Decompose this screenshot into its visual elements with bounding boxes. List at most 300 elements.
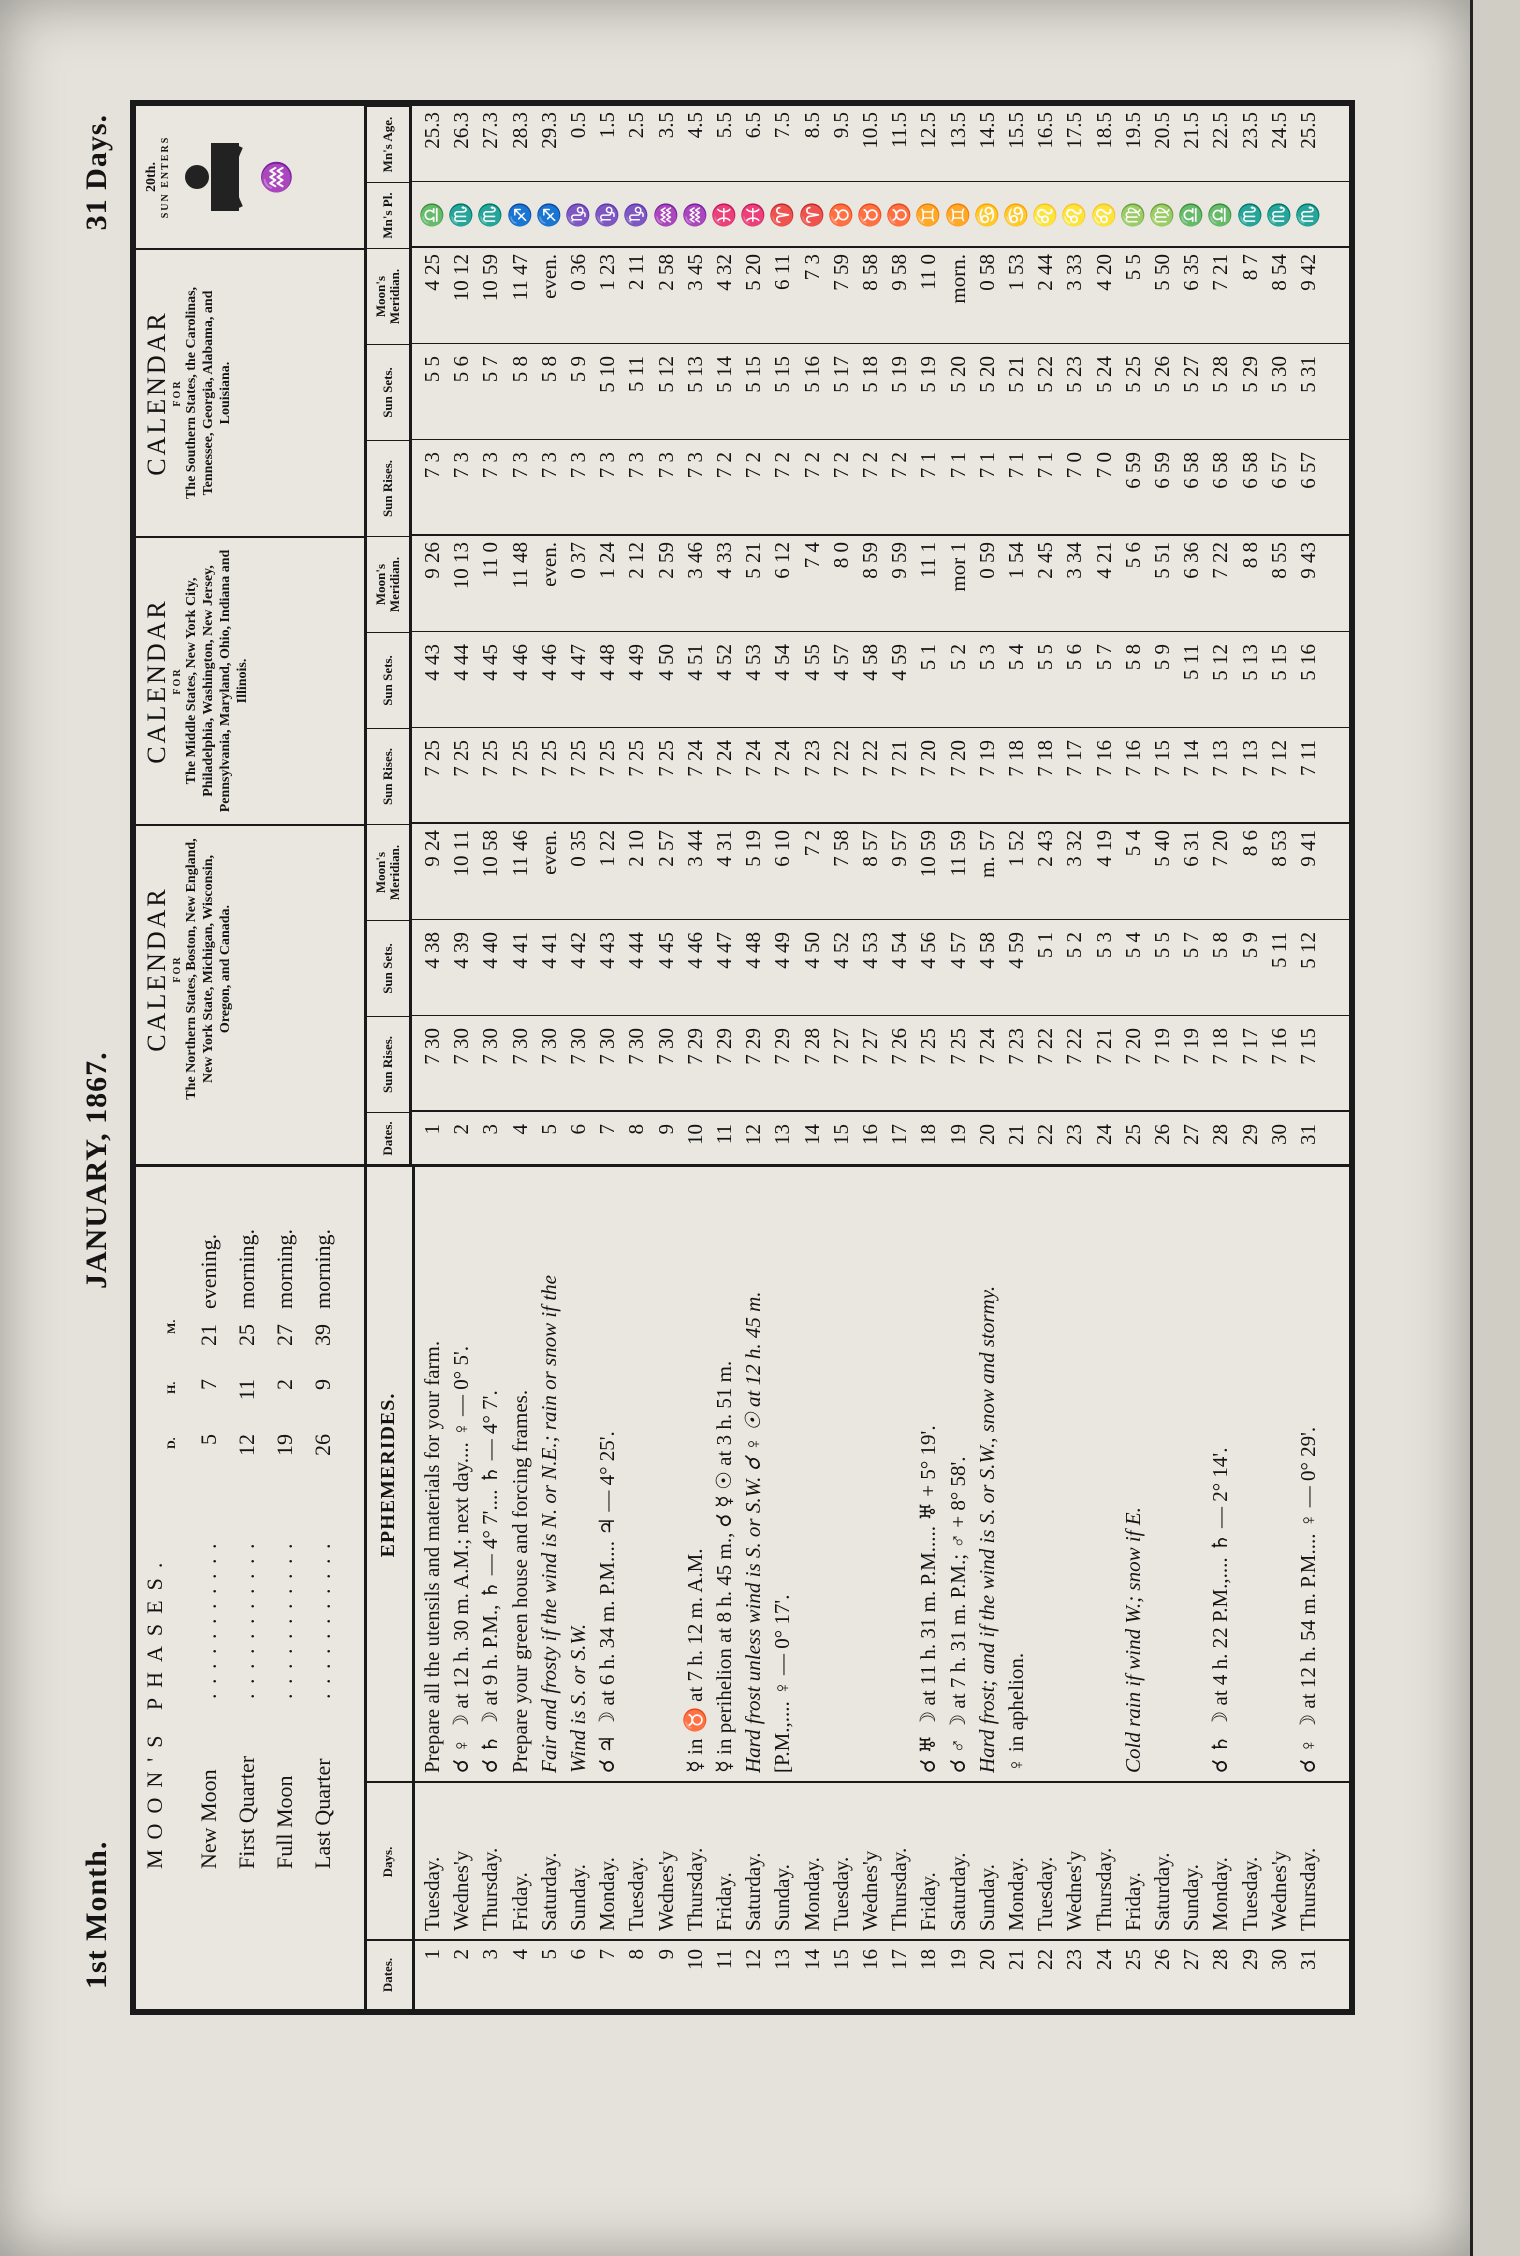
date-cell: 6 xyxy=(566,1124,590,1135)
middle-sun-rises: 7 25 xyxy=(536,740,561,777)
northern-moon-meridian: 3 32 xyxy=(1062,830,1087,867)
southern-sun-sets: 5 5 xyxy=(420,356,444,383)
northern-sun-sets: 4 50 xyxy=(799,932,824,969)
weekday-cell: Sunday. xyxy=(1179,1864,1204,1931)
southern-moon-meridian: 10 59 xyxy=(478,254,503,302)
middle-sun-sets: 5 8 xyxy=(1120,644,1145,671)
middle-sun-rises: 7 22 xyxy=(828,740,853,777)
northern-moon-meridian: 11 59 xyxy=(945,830,970,877)
northern-moon-meridian: 10 59 xyxy=(916,830,941,878)
southern-moon-meridian: 8 7 xyxy=(1237,254,1262,281)
southern-moon-meridian: 1 23 xyxy=(595,254,620,291)
southern-sun-sets: 5 9 xyxy=(566,356,590,383)
northern-moon-meridian: 9 41 xyxy=(1296,830,1320,867)
northern-sun-rises: 7 20 xyxy=(1120,1028,1145,1065)
date-cell: 3 xyxy=(478,1124,503,1135)
aquarius-sign-icon: ♒ xyxy=(262,159,293,195)
southern-moon-meridian: 9 58 xyxy=(887,254,912,291)
date-cell: 22 xyxy=(1033,1949,1058,1970)
date-cell: 24 xyxy=(1091,1124,1116,1145)
southern-sun-rises: 7 3 xyxy=(507,452,532,479)
date-cell: 15 xyxy=(828,1124,853,1145)
middle-moon-meridian: 0 59 xyxy=(974,542,999,579)
southern-moon-meridian: 3 33 xyxy=(1062,254,1087,291)
sun-enters-label: SUN ENTERS xyxy=(160,135,171,219)
ephemeris-cell: ☌ ♅ ☽ at 11 h. 31 m. P.M..... ♅ + 5° 19'. xyxy=(916,1425,941,1773)
phase-day: 5 xyxy=(196,1434,221,1445)
moon-place-cell: ♌ xyxy=(1062,201,1087,229)
middle-moon-meridian: 6 36 xyxy=(1179,542,1204,579)
date-cell: 1 xyxy=(420,1124,444,1135)
middle-sun-rises: 7 24 xyxy=(712,740,736,777)
northern-moon-meridian: 7 20 xyxy=(1208,830,1233,867)
middle-sun-rises: 7 17 xyxy=(1062,740,1087,777)
left-header-row xyxy=(364,1167,415,2009)
date-cell: 13 xyxy=(770,1124,795,1145)
moon-place-cell: ♉ xyxy=(887,201,912,229)
moon-age-cell: 8.5 xyxy=(799,112,824,139)
middle-sun-sets: 4 54 xyxy=(770,644,795,681)
northern-sun-sets: 5 3 xyxy=(1091,932,1116,959)
ephemeris-cell: ☌ ♀ ☽ at 12 h. 30 m. A.M.; next day.... ♀ — 0° 5'. xyxy=(449,1346,474,1773)
middle-moon-meridian: 11 48 xyxy=(507,542,532,589)
moon-meridian-header: Moon's Meridian. xyxy=(367,248,409,344)
southern-moon-meridian: 5 50 xyxy=(1150,254,1174,291)
phase-minute: 21 xyxy=(196,1324,221,1346)
date-cell: 11 xyxy=(712,1949,736,1970)
northern-sun-sets: 4 56 xyxy=(916,932,941,969)
middle-sun-rises: 7 25 xyxy=(420,740,444,777)
ephemeris-cell: Fair and frosty if the wind is N. or N.E.; rain or snow if the xyxy=(536,1274,561,1773)
northern-sun-sets: 4 39 xyxy=(449,932,474,969)
days-header: Days. xyxy=(364,1781,412,1941)
northern-moon-meridian: 2 10 xyxy=(624,830,649,867)
weekday-cell: Tuesday. xyxy=(624,1856,649,1931)
southern-sun-sets: 5 31 xyxy=(1296,356,1320,393)
northern-moon-meridian: 11 46 xyxy=(507,830,532,877)
southern-moon-meridian: 4 32 xyxy=(712,254,736,291)
middle-sun-rises: 7 11 xyxy=(1296,740,1320,776)
southern-moon-meridian: 1 53 xyxy=(1004,254,1028,291)
moon-place-cell: ♒ xyxy=(653,201,678,229)
moon-place-cell: ♋ xyxy=(1004,201,1028,229)
northern-moon-meridian: 6 31 xyxy=(1179,830,1204,867)
date-cell: 4 xyxy=(507,1124,532,1135)
northern-sun-sets: 4 52 xyxy=(828,932,853,969)
southern-sun-sets: 5 19 xyxy=(887,356,912,393)
date-cell: 10 xyxy=(682,1124,707,1145)
northern-sun-sets: 4 54 xyxy=(887,932,912,969)
southern-sun-rises: 7 2 xyxy=(858,452,882,479)
moon-age-cell: 1.5 xyxy=(595,112,620,139)
middle-sun-rises: 7 18 xyxy=(1033,740,1058,777)
col-day-head: D. xyxy=(164,1437,178,1449)
northern-sun-sets: 4 44 xyxy=(624,932,649,969)
moon-place-cell: ♎ xyxy=(1179,201,1204,229)
sun-rises-header: Sun Rises. xyxy=(367,1016,409,1112)
calendar-block xyxy=(136,536,364,824)
date-cell: 8 xyxy=(624,1949,649,1960)
southern-moon-meridian: 6 35 xyxy=(1179,254,1204,291)
phase-time: morning. xyxy=(310,1228,335,1309)
weekday-cell: Wednes'y xyxy=(653,1850,678,1931)
southern-moon-meridian: 2 58 xyxy=(653,254,678,291)
southern-sun-sets: 5 20 xyxy=(974,356,999,393)
northern-sun-rises: 7 30 xyxy=(566,1028,590,1065)
moon-place-cell: ♋ xyxy=(974,201,999,229)
moon-age-cell: 13.5 xyxy=(945,112,970,149)
middle-sun-rises: 7 13 xyxy=(1237,740,1262,777)
northern-moon-meridian: even. xyxy=(536,830,561,875)
northern-moon-meridian: 1 22 xyxy=(595,830,620,867)
southern-sun-rises: 7 2 xyxy=(741,452,766,479)
middle-sun-rises: 7 14 xyxy=(1179,740,1204,777)
northern-sun-sets: 4 38 xyxy=(420,932,444,969)
southern-sun-sets: 5 24 xyxy=(1091,356,1116,393)
northern-moon-meridian: 9 24 xyxy=(420,830,444,867)
date-cell: 9 xyxy=(653,1124,678,1135)
phase-day: 26 xyxy=(310,1434,335,1456)
northern-sun-rises: 7 22 xyxy=(1033,1028,1058,1065)
moon-place-cell: ♏ xyxy=(478,201,503,229)
southern-moon-meridian: 7 3 xyxy=(799,254,824,281)
moon-place-cell: ♒ xyxy=(682,201,707,229)
ephemeris-cell: [P.M.,.... ♀ — 0° 17'. xyxy=(770,1594,795,1773)
calendar-for: FOR xyxy=(172,955,183,983)
weekday-cell: Tuesday. xyxy=(420,1856,444,1931)
southern-sun-rises: 7 3 xyxy=(624,452,649,479)
date-cell: 17 xyxy=(887,1949,912,1970)
date-cell: 30 xyxy=(1266,1949,1291,1970)
date-cell: 25 xyxy=(1120,1949,1145,1970)
calendar-block xyxy=(136,248,364,536)
moon-age-cell: 17.5 xyxy=(1062,112,1087,149)
middle-sun-rises: 7 25 xyxy=(624,740,649,777)
date-cell: 19 xyxy=(945,1949,970,1970)
middle-sun-rises: 7 24 xyxy=(770,740,795,777)
phase-name: First Quarter xyxy=(234,1755,259,1869)
weekday-cell: Wednes'y xyxy=(449,1850,474,1931)
weekday-cell: Tuesday. xyxy=(1237,1856,1262,1931)
calendar-block xyxy=(136,824,364,1112)
northern-moon-meridian: 8 57 xyxy=(858,830,882,867)
southern-moon-meridian: morn. xyxy=(945,254,970,304)
date-cell: 28 xyxy=(1208,1949,1233,1970)
southern-moon-meridian: 10 12 xyxy=(449,254,474,302)
northern-sun-rises: 7 29 xyxy=(682,1028,707,1065)
dates-header: Dates. xyxy=(367,1112,409,1164)
ephemeris-cell: ☌ ♂ ☽ at 7 h. 31 m. P.M.; ♂ + 8° 58'. xyxy=(945,1456,970,1773)
date-cell: 16 xyxy=(858,1124,882,1145)
phase-name: New Moon xyxy=(196,1769,221,1869)
northern-sun-rises: 7 28 xyxy=(799,1028,824,1065)
middle-sun-sets: 5 12 xyxy=(1208,644,1233,681)
southern-sun-sets: 5 12 xyxy=(653,356,678,393)
ephemeris-cell: ♀ in aphelion. xyxy=(1004,1652,1028,1773)
middle-moon-meridian: 11 1 xyxy=(916,542,941,578)
northern-moon-meridian: 10 11 xyxy=(449,830,474,877)
middle-moon-meridian: 2 45 xyxy=(1033,542,1058,579)
date-cell: 26 xyxy=(1150,1949,1174,1970)
southern-moon-meridian: 11 0 xyxy=(916,254,941,290)
weekday-cell: Friday. xyxy=(1120,1872,1145,1931)
moon-age-cell: 27.3 xyxy=(478,112,503,149)
date-cell: 15 xyxy=(828,1949,853,1970)
moon-age-cell: 19.5 xyxy=(1120,112,1145,149)
middle-moon-meridian: 3 46 xyxy=(682,542,707,579)
moon-phase-row xyxy=(234,1179,260,1869)
moon-phases-title: MOON'S PHASES. xyxy=(142,1552,167,1869)
southern-sun-rises: 7 2 xyxy=(887,452,912,479)
northern-moon-meridian: 7 2 xyxy=(799,830,824,857)
weekday-cell: Thursday. xyxy=(1091,1847,1116,1931)
moon-age-cell: 0.5 xyxy=(566,112,590,139)
southern-sun-sets: 5 8 xyxy=(536,356,561,383)
phase-minute: 39 xyxy=(310,1324,335,1346)
moon-age-cell: 10.5 xyxy=(858,112,882,149)
middle-sun-sets: 4 51 xyxy=(682,644,707,681)
moon-place-cell: ♎ xyxy=(1208,201,1233,229)
northern-sun-sets: 4 57 xyxy=(945,932,970,969)
southern-moon-meridian: 8 54 xyxy=(1266,254,1291,291)
moon-place-cell: ♏ xyxy=(1296,201,1320,229)
middle-sun-rises: 7 25 xyxy=(507,740,532,777)
southern-moon-meridian: 8 58 xyxy=(858,254,882,291)
moon-place-cell: ♍ xyxy=(1150,201,1174,229)
ephemeris-cell: ☌ ♄ ☽ at 9 h. P.M., ♄ — 4° 7'.... ♄ — 4° 7'. xyxy=(478,1390,503,1773)
southern-sun-rises: 7 1 xyxy=(1033,452,1058,479)
southern-sun-rises: 6 58 xyxy=(1237,452,1262,489)
middle-sun-sets: 5 16 xyxy=(1296,644,1320,681)
date-cell: 14 xyxy=(799,1124,824,1145)
date-cell: 25 xyxy=(1120,1124,1145,1145)
northern-sun-sets: 4 45 xyxy=(653,932,678,969)
calendar-title: CALENDAR xyxy=(142,310,171,476)
middle-sun-rises: 7 25 xyxy=(566,740,590,777)
date-cell: 9 xyxy=(653,1949,678,1960)
col-hour-head: H. xyxy=(164,1381,178,1394)
ephemeris-cell: ☌ ♀ ☽ at 12 h. 54 m. P.M.... ♀ — 0° 29'. xyxy=(1296,1426,1320,1773)
southern-moon-meridian: 5 5 xyxy=(1120,254,1145,281)
moon-place-cell: ♊ xyxy=(916,201,941,229)
middle-sun-rises: 7 16 xyxy=(1120,740,1145,777)
date-cell: 12 xyxy=(741,1949,766,1970)
dates-header: Dates. xyxy=(364,1939,412,2009)
southern-sun-sets: 5 17 xyxy=(828,356,853,393)
southern-moon-meridian: 2 11 xyxy=(624,254,649,290)
date-cell: 29 xyxy=(1237,1124,1262,1145)
southern-sun-sets: 5 30 xyxy=(1266,356,1291,393)
date-cell: 2 xyxy=(449,1124,474,1135)
southern-sun-sets: 5 23 xyxy=(1062,356,1087,393)
phase-time: evening. xyxy=(196,1233,221,1309)
date-cell: 5 xyxy=(536,1949,561,1960)
date-cell: 10 xyxy=(682,1949,707,1970)
moon-phase-row xyxy=(196,1179,222,1869)
northern-sun-sets: 4 59 xyxy=(1004,932,1028,969)
moon-phase-row xyxy=(310,1179,336,1869)
northern-sun-rises: 7 19 xyxy=(1179,1028,1204,1065)
middle-sun-sets: 4 49 xyxy=(624,644,649,681)
middle-moon-meridian: 10 13 xyxy=(449,542,474,590)
date-cell: 4 xyxy=(507,1949,532,1960)
northern-sun-rises: 7 25 xyxy=(916,1028,941,1065)
ephemeris-cell: Cold rain if wind W.; snow if E. xyxy=(1120,1507,1145,1773)
moon-age-cell: 18.5 xyxy=(1091,112,1116,149)
middle-sun-sets: 4 45 xyxy=(478,644,503,681)
southern-sun-rises: 7 3 xyxy=(420,452,444,479)
moon-age-cell: 21.5 xyxy=(1179,112,1204,149)
middle-moon-meridian: 5 6 xyxy=(1120,542,1145,569)
northern-sun-sets: 4 42 xyxy=(566,932,590,969)
sun-rises-header: Sun Rises. xyxy=(367,440,409,536)
middle-moon-meridian: 7 22 xyxy=(1208,542,1233,579)
date-cell: 20 xyxy=(974,1949,999,1970)
northern-sun-rises: 7 30 xyxy=(536,1028,561,1065)
date-cell: 21 xyxy=(1004,1949,1028,1970)
northern-moon-meridian: 7 58 xyxy=(828,830,853,867)
sun-sets-header: Sun Sets. xyxy=(367,632,409,728)
weekday-cell: Thursday. xyxy=(478,1847,503,1931)
middle-moon-meridian: 9 59 xyxy=(887,542,912,579)
northern-moon-meridian: 6 10 xyxy=(770,830,795,867)
southern-sun-sets: 5 27 xyxy=(1179,356,1204,393)
southern-moon-meridian: 11 47 xyxy=(507,254,532,301)
date-cell: 18 xyxy=(916,1124,941,1145)
moon-place-cell: ♏ xyxy=(449,201,474,229)
phase-day: 19 xyxy=(272,1434,297,1456)
date-cell: 7 xyxy=(595,1949,620,1960)
calendar-for: FOR xyxy=(172,379,183,407)
southern-sun-rises: 7 3 xyxy=(449,452,474,479)
southern-sun-sets: 5 10 xyxy=(595,356,620,393)
date-cell: 3 xyxy=(478,1949,503,1960)
southern-moon-meridian: 3 45 xyxy=(682,254,707,291)
southern-sun-rises: 6 58 xyxy=(1208,452,1233,489)
southern-moon-meridian: 7 21 xyxy=(1208,254,1233,291)
phase-minute: 25 xyxy=(234,1324,259,1346)
date-cell: 28 xyxy=(1208,1124,1233,1145)
middle-sun-sets: 4 44 xyxy=(449,644,474,681)
middle-moon-meridian: 9 26 xyxy=(420,542,444,579)
middle-moon-meridian: 8 55 xyxy=(1266,542,1291,579)
middle-sun-sets: 4 52 xyxy=(712,644,736,681)
weekday-cell: Tuesday. xyxy=(1033,1856,1058,1931)
middle-moon-meridian: 5 21 xyxy=(741,542,766,579)
northern-sun-rises: 7 18 xyxy=(1208,1028,1233,1065)
moon-age-cell: 23.5 xyxy=(1237,112,1262,149)
northern-moon-meridian: 5 40 xyxy=(1150,830,1174,867)
weekday-cell: Thursday. xyxy=(682,1847,707,1931)
middle-sun-sets: 4 47 xyxy=(566,644,590,681)
ephemeris-cell: ☿ in perihelion at 8 h. 45 m., ☌ ☿ ☉ at 3 h. 51 m. xyxy=(712,1360,736,1773)
weekday-cell: Sunday. xyxy=(974,1864,999,1931)
southern-sun-sets: 5 18 xyxy=(858,356,882,393)
moon-place-cell: ♈ xyxy=(770,201,795,229)
moon-age-cell: 11.5 xyxy=(887,112,912,148)
middle-sun-sets: 5 3 xyxy=(974,644,999,671)
northern-sun-rises: 7 29 xyxy=(770,1028,795,1065)
southern-sun-sets: 5 14 xyxy=(712,356,736,393)
weekday-cell: Monday. xyxy=(1208,1857,1233,1931)
date-cell: 8 xyxy=(624,1124,649,1135)
date-cell: 23 xyxy=(1062,1124,1087,1145)
moon-place-cell: ♈ xyxy=(799,201,824,229)
southern-sun-rises: 7 3 xyxy=(653,452,678,479)
middle-sun-sets: 5 6 xyxy=(1062,644,1087,671)
northern-sun-rises: 7 22 xyxy=(1062,1028,1087,1065)
phase-hour: 7 xyxy=(196,1379,221,1390)
weekday-cell: Saturday. xyxy=(536,1852,561,1931)
northern-sun-sets: 4 49 xyxy=(770,932,795,969)
weekday-cell: Wednes'y xyxy=(858,1850,882,1931)
moon-phases-box xyxy=(136,1167,367,2009)
date-cell: 19 xyxy=(945,1124,970,1145)
date-cell: 29 xyxy=(1237,1949,1262,1970)
adjacent-page-edge xyxy=(1470,0,1520,2256)
southern-sun-sets: 5 20 xyxy=(945,356,970,393)
moon-place-cell: ♊ xyxy=(945,201,970,229)
moon-place-cell: ♏ xyxy=(1266,201,1291,229)
middle-moon-meridian: 2 12 xyxy=(624,542,649,579)
column-divider xyxy=(412,1939,1349,1941)
middle-moon-meridian: 2 59 xyxy=(653,542,678,579)
middle-sun-sets: 4 58 xyxy=(858,644,882,681)
weekday-cell: Friday. xyxy=(712,1872,736,1931)
date-cell: 22 xyxy=(1033,1124,1058,1145)
middle-sun-sets: 4 43 xyxy=(420,644,444,681)
southern-sun-sets: 5 16 xyxy=(799,356,824,393)
middle-sun-sets: 4 50 xyxy=(653,644,678,681)
ephemerides-header: EPHEMERIDES. xyxy=(376,1392,399,1558)
middle-sun-sets: 4 55 xyxy=(799,644,824,681)
northern-sun-sets: 4 41 xyxy=(507,932,532,969)
weekday-cell: Sunday. xyxy=(770,1864,795,1931)
southern-sun-sets: 5 15 xyxy=(770,356,795,393)
col-min-head: M. xyxy=(164,1319,178,1334)
middle-moon-meridian: 7 4 xyxy=(799,542,824,569)
southern-sun-rises: 6 57 xyxy=(1296,452,1320,489)
middle-moon-meridian: 1 54 xyxy=(1004,542,1028,579)
northern-sun-sets: 5 5 xyxy=(1150,932,1174,959)
northern-moon-meridian: 4 31 xyxy=(712,830,736,867)
northern-sun-rises: 7 19 xyxy=(1150,1028,1174,1065)
northern-sun-rises: 7 30 xyxy=(449,1028,474,1065)
middle-sun-rises: 7 20 xyxy=(945,740,970,777)
northern-moon-meridian: 3 44 xyxy=(682,830,707,867)
middle-moon-meridian: 5 51 xyxy=(1150,542,1174,579)
moon-place-cell: ♑ xyxy=(566,201,590,229)
moon-place-header: Mn's Pl. xyxy=(367,182,409,248)
weekday-cell: Saturday. xyxy=(945,1852,970,1931)
southern-sun-rises: 7 2 xyxy=(828,452,853,479)
middle-sun-rises: 7 25 xyxy=(595,740,620,777)
middle-sun-rises: 7 24 xyxy=(682,740,707,777)
northern-moon-meridian: 10 58 xyxy=(478,830,503,878)
date-cell: 27 xyxy=(1179,1124,1204,1145)
middle-sun-sets: 5 4 xyxy=(1004,644,1028,671)
northern-sun-rises: 7 30 xyxy=(653,1028,678,1065)
northern-sun-rises: 7 29 xyxy=(741,1028,766,1065)
middle-moon-meridian: 4 21 xyxy=(1091,542,1116,579)
northern-moon-meridian: 5 19 xyxy=(741,830,766,867)
northern-sun-sets: 5 4 xyxy=(1120,932,1145,959)
weekday-cell: Thursday. xyxy=(1296,1847,1320,1931)
moon-place-cell: ♐ xyxy=(536,201,561,229)
southern-sun-rises: 6 57 xyxy=(1266,452,1291,489)
middle-moon-meridian: 4 33 xyxy=(712,542,736,579)
northern-sun-sets: 4 53 xyxy=(858,932,882,969)
